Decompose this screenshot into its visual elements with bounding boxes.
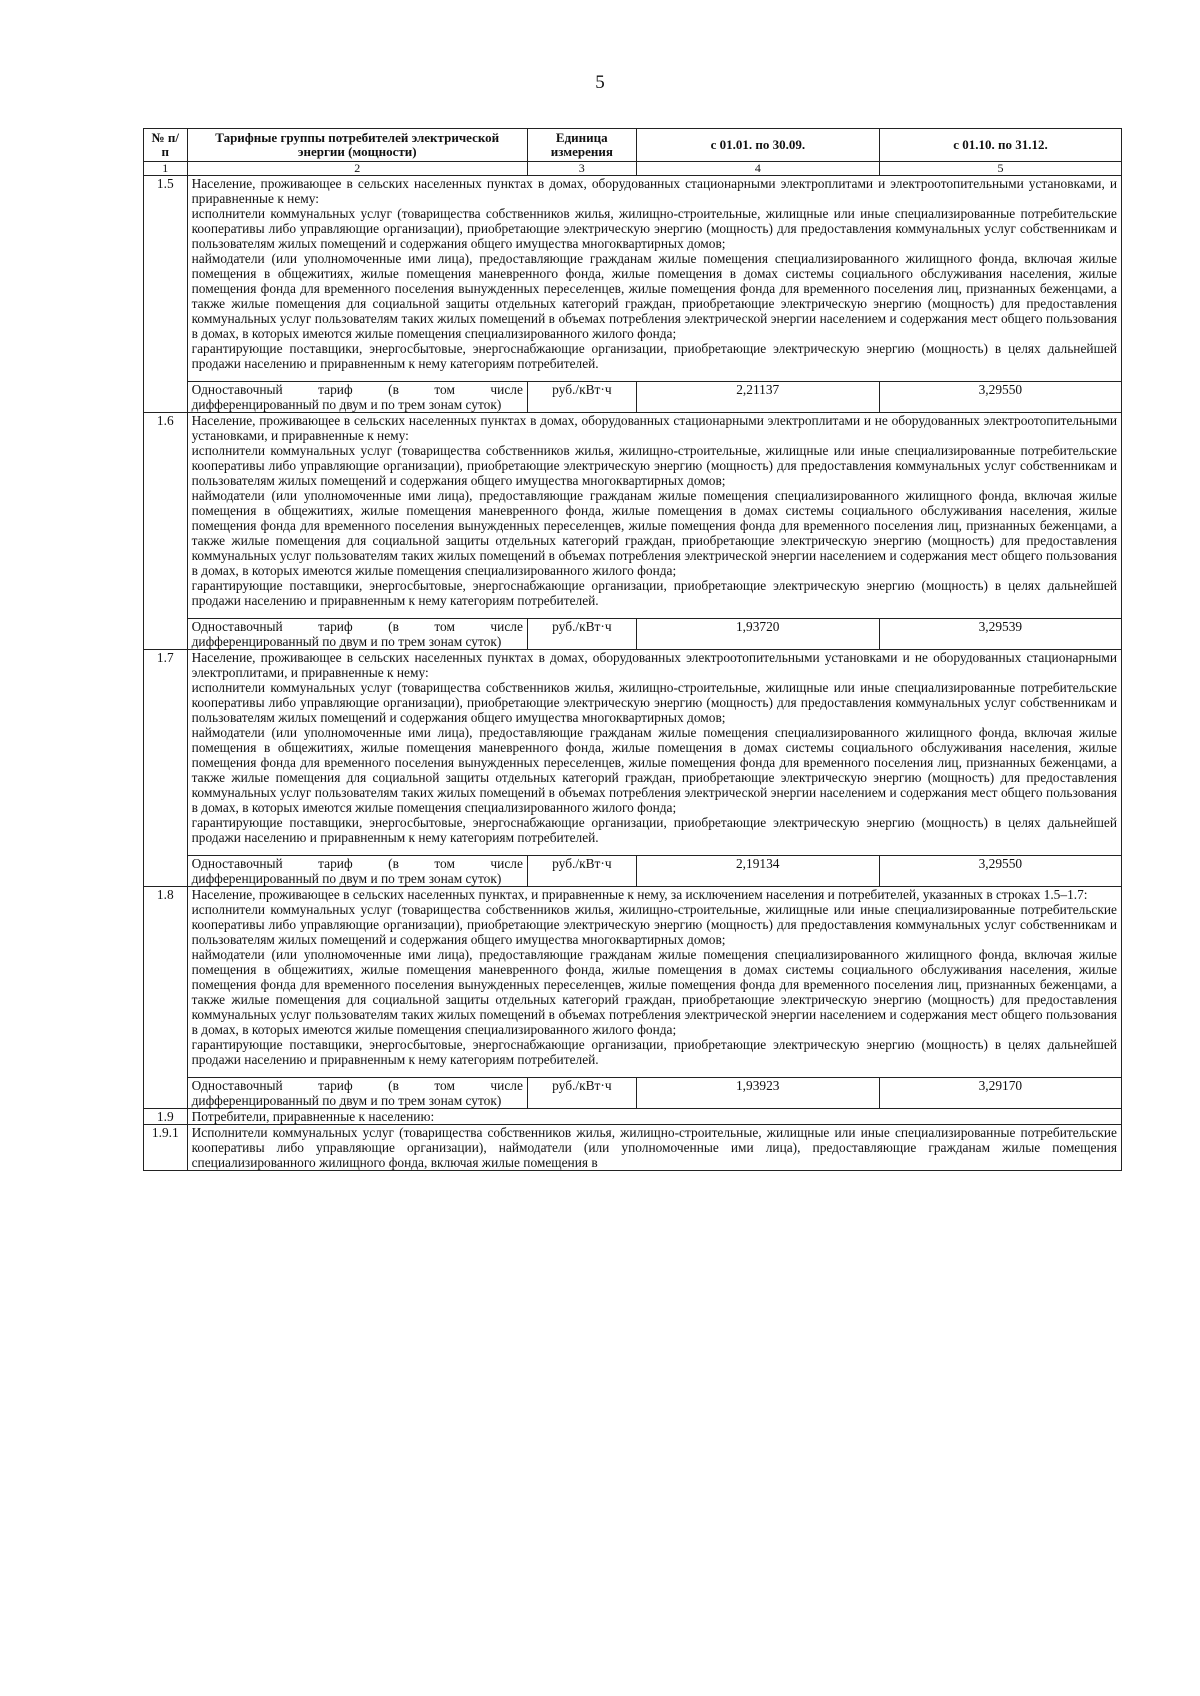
- row-description: [188, 176, 1121, 371]
- tariff-subtable: [188, 1077, 1121, 1108]
- unit-cell: руб./кВт·ч: [527, 856, 636, 887]
- column-number: 4: [636, 162, 879, 176]
- header-col-groups: Тарифные группы потребителей электрической энергии (мощности): [187, 129, 527, 162]
- description-paragraph: исполнители коммунальных услуг (товарищества собственников жилья, жилищно-строительные, жилищные или иные специализированные потребительские кооперативы либо управляющие организации), приобретающие электрическую энергию (мощность) для предоставления коммунальных услуг собственникам и пользователям жилых помещений и содержания общего имущества многоквартирных домов;: [191, 680, 1117, 725]
- description-paragraph: Население, проживающее в сельских населенных пунктах в домах, оборудованных стационарными электроплитами и не оборудованных электроотопительными установками, и приравненные к нему:: [191, 413, 1117, 443]
- description-paragraph: Население, проживающее в сельских населенных пунктах в домах, оборудованных стационарными электроплитами и электроотопительными установками, и приравненные к нему:: [191, 176, 1117, 206]
- table-row-1-9-1: [144, 1125, 1122, 1171]
- row-number: 1.7: [144, 650, 188, 887]
- column-number: 1: [144, 162, 188, 176]
- tariff-label: Одноставочный тариф (в том числе дифференцированный по двум и по трем зонам суток): [188, 856, 528, 887]
- description-paragraph: Население, проживающее в сельских населенных пунктах, и приравненные к нему, за исключением населения и потребителей, указанных в строках 1.5–1.7:: [191, 887, 1088, 902]
- description-paragraph: гарантирующие поставщики, энергосбытовые, энергоснабжающие организации, приобретающие электрическую энергию (мощность) в целях дальнейшей продажи населению и приравненным к нему категориям потребителей.: [191, 815, 1117, 845]
- description-paragraph: Население, проживающее в сельских населенных пунктах в домах, оборудованных электроотопительными установками и не оборудованных стационарными электроплитами, и приравненные к нему:: [191, 650, 1117, 680]
- row-description: [188, 887, 1121, 1067]
- description-paragraph: наймодатели (или уполномоченные ими лица), предоставляющие гражданам жилые помещения специализированного жилищного фонда, включая жилые помещения в общежитиях, жилые помещения маневренного фонда, жилые помещения в домах системы социального обслуживания населения, жилые помещения фонда для временного поселения вынужденных переселенцев, жилые помещения фонда для временного поселения лиц, признанных беженцами, а также жилые помещения для социальной защиты отдельных категорий граждан, приобретающие электрическую энергию (мощность) для предоставления коммунальных услуг пользователям таких жилых помещений в объемах потребления электрической энергии населением и содержания мест общего пользования в домах, в которых имеются жилые помещения специализированного жилого фонда;: [191, 488, 1117, 578]
- description-paragraph: наймодатели (или уполномоченные ими лица), предоставляющие гражданам жилые помещения специализированного жилищного фонда, включая жилые помещения в общежитиях, жилые помещения маневренного фонда, жилые помещения в домах системы социального обслуживания населения, жилые помещения фонда для временного поселения вынужденных переселенцев, жилые помещения фонда для временного поселения лиц, признанных беженцами, а также жилые помещения для социальной защиты отдельных категорий граждан, приобретающие электрическую энергию (мощность) для предоставления коммунальных услуг пользователям таких жилых помещений в объемах потребления электрической энергии населением и содержания мест общего пользования в домах, в которых имеются жилые помещения специализированного жилого фонда;: [191, 725, 1117, 815]
- row-spacer: [188, 1067, 1121, 1077]
- row-description: Потребители, приравненные к населению:: [187, 1109, 1121, 1125]
- tariff-subtable: [188, 618, 1121, 649]
- tariff-value-period1: 2,21137: [636, 382, 879, 413]
- table-row: [144, 176, 1122, 413]
- tariff-value-period2: 3,29539: [879, 619, 1121, 650]
- row-spacer: [188, 608, 1121, 618]
- description-paragraph: гарантирующие поставщики, энергосбытовые, энергоснабжающие организации, приобретающие электрическую энергию (мощность) в целях дальнейшей продажи населению и приравненным к нему категориям потребителей.: [191, 578, 1117, 608]
- tariff-row: [188, 856, 1121, 887]
- column-number: 5: [879, 162, 1121, 176]
- tariff-row: [188, 619, 1121, 650]
- tariff-row: [188, 1078, 1121, 1109]
- tariff-label: Одноставочный тариф (в том числе дифференцированный по двум и по трем зонам суток): [188, 382, 528, 413]
- column-number: 2: [187, 162, 527, 176]
- tariff-row: [188, 382, 1121, 413]
- row-description: Исполнители коммунальных услуг (товарищества собственников жилья, жилищно-строительные, жилищные или иные специализированные потребительские кооперативы либо управляющие организации), наймодатели (или уполномоченные ими лица), предоставляющие гражданам жилые помещения специализированного жилищного фонда, включая жилые помещения в: [187, 1125, 1121, 1171]
- table-row: [144, 887, 1122, 1109]
- row-content: [187, 887, 1121, 1109]
- column-number-row: [144, 162, 1122, 176]
- header-row: [144, 129, 1122, 162]
- tariff-subtable: [188, 855, 1121, 886]
- tariff-subtable: [188, 381, 1121, 412]
- column-number: 3: [527, 162, 636, 176]
- tariff-value-period2: 3,29550: [879, 856, 1121, 887]
- unit-cell: руб./кВт·ч: [527, 382, 636, 413]
- unit-cell: руб./кВт·ч: [527, 619, 636, 650]
- row-number: 1.9.1: [144, 1125, 188, 1171]
- row-number: 1.8: [144, 887, 188, 1109]
- tariff-table: [143, 128, 1122, 1171]
- row-description: [188, 413, 1121, 608]
- tariff-value-period1: 1,93923: [636, 1078, 879, 1109]
- row-number: 1.5: [144, 176, 188, 413]
- header-col-period1: с 01.01. по 30.09.: [636, 129, 879, 162]
- row-spacer: [188, 845, 1121, 855]
- tariff-label: Одноставочный тариф (в том числе дифференцированный по двум и по трем зонам суток): [188, 1078, 528, 1109]
- tariff-value-period1: 1,93720: [636, 619, 879, 650]
- description-paragraph: наймодатели (или уполномоченные ими лица), предоставляющие гражданам жилые помещения специализированного жилищного фонда, включая жилые помещения в общежитиях, жилые помещения маневренного фонда, жилые помещения в домах системы социального обслуживания населения, жилые помещения фонда для временного поселения вынужденных переселенцев, жилые помещения фонда для временного поселения лиц, признанных беженцами, а также жилые помещения для социальной защиты отдельных категорий граждан, приобретающие электрическую энергию (мощность) для предоставления коммунальных услуг пользователям таких жилых помещений в объемах потребления электрической энергии населением и содержания мест общего пользования в домах, в которых имеются жилые помещения специализированного жилого фонда;: [191, 947, 1117, 1037]
- row-number: 1.6: [144, 413, 188, 650]
- header-col-no: № п/п: [144, 129, 188, 162]
- row-number: 1.9: [144, 1109, 188, 1125]
- tariff-value-period2: 3,29550: [879, 382, 1121, 413]
- tariff-value-period2: 3,29170: [879, 1078, 1121, 1109]
- page-number: 5: [595, 72, 605, 93]
- table-row-1-9: [144, 1109, 1122, 1125]
- unit-cell: руб./кВт·ч: [527, 1078, 636, 1109]
- row-content: [187, 413, 1121, 650]
- row-spacer: [188, 371, 1121, 381]
- tariff-value-period1: 2,19134: [636, 856, 879, 887]
- table-body: [144, 176, 1122, 1171]
- table-row: [144, 650, 1122, 887]
- tariff-label: Одноставочный тариф (в том числе дифференцированный по двум и по трем зонам суток): [188, 619, 528, 650]
- header-col-unit: Единица измерения: [527, 129, 636, 162]
- description-paragraph: исполнители коммунальных услуг (товарищества собственников жилья, жилищно-строительные, жилищные или иные специализированные потребительские кооперативы либо управляющие организации), приобретающие электрическую энергию (мощность) для предоставления коммунальных услуг собственникам и пользователям жилых помещений и содержания общего имущества многоквартирных домов;: [191, 206, 1117, 251]
- row-description: [188, 650, 1121, 845]
- description-paragraph: исполнители коммунальных услуг (товарищества собственников жилья, жилищно-строительные, жилищные или иные специализированные потребительские кооперативы либо управляющие организации), приобретающие электрическую энергию (мощность) для предоставления коммунальных услуг собственникам и пользователям жилых помещений и содержания общего имущества многоквартирных домов;: [191, 443, 1117, 488]
- row-content: [187, 176, 1121, 413]
- description-paragraph: гарантирующие поставщики, энергосбытовые, энергоснабжающие организации, приобретающие электрическую энергию (мощность) в целях дальнейшей продажи населению и приравненным к нему категориям потребителей.: [191, 341, 1117, 371]
- header-col-period2: с 01.10. по 31.12.: [879, 129, 1121, 162]
- table-row: [144, 413, 1122, 650]
- description-paragraph: гарантирующие поставщики, энергосбытовые, энергоснабжающие организации, приобретающие электрическую энергию (мощность) в целях дальнейшей продажи населению и приравненным к нему категориям потребителей.: [191, 1037, 1117, 1067]
- description-paragraph: исполнители коммунальных услуг (товарищества собственников жилья, жилищно-строительные, жилищные или иные специализированные потребительские кооперативы либо управляющие организации), приобретающие электрическую энергию (мощность) для предоставления коммунальных услуг собственникам и пользователям жилых помещений и содержания общего имущества многоквартирных домов;: [191, 902, 1117, 947]
- row-content: [187, 650, 1121, 887]
- description-paragraph: наймодатели (или уполномоченные ими лица), предоставляющие гражданам жилые помещения специализированного жилищного фонда, включая жилые помещения в общежитиях, жилые помещения маневренного фонда, жилые помещения в домах системы социального обслуживания населения, жилые помещения фонда для временного поселения вынужденных переселенцев, жилые помещения фонда для временного поселения лиц, признанных беженцами, а также жилые помещения для социальной защиты отдельных категорий граждан, приобретающие электрическую энергию (мощность) для предоставления коммунальных услуг пользователям таких жилых помещений в объемах потребления электрической энергии населением и содержания мест общего пользования в домах, в которых имеются жилые помещения специализированного жилого фонда;: [191, 251, 1117, 341]
